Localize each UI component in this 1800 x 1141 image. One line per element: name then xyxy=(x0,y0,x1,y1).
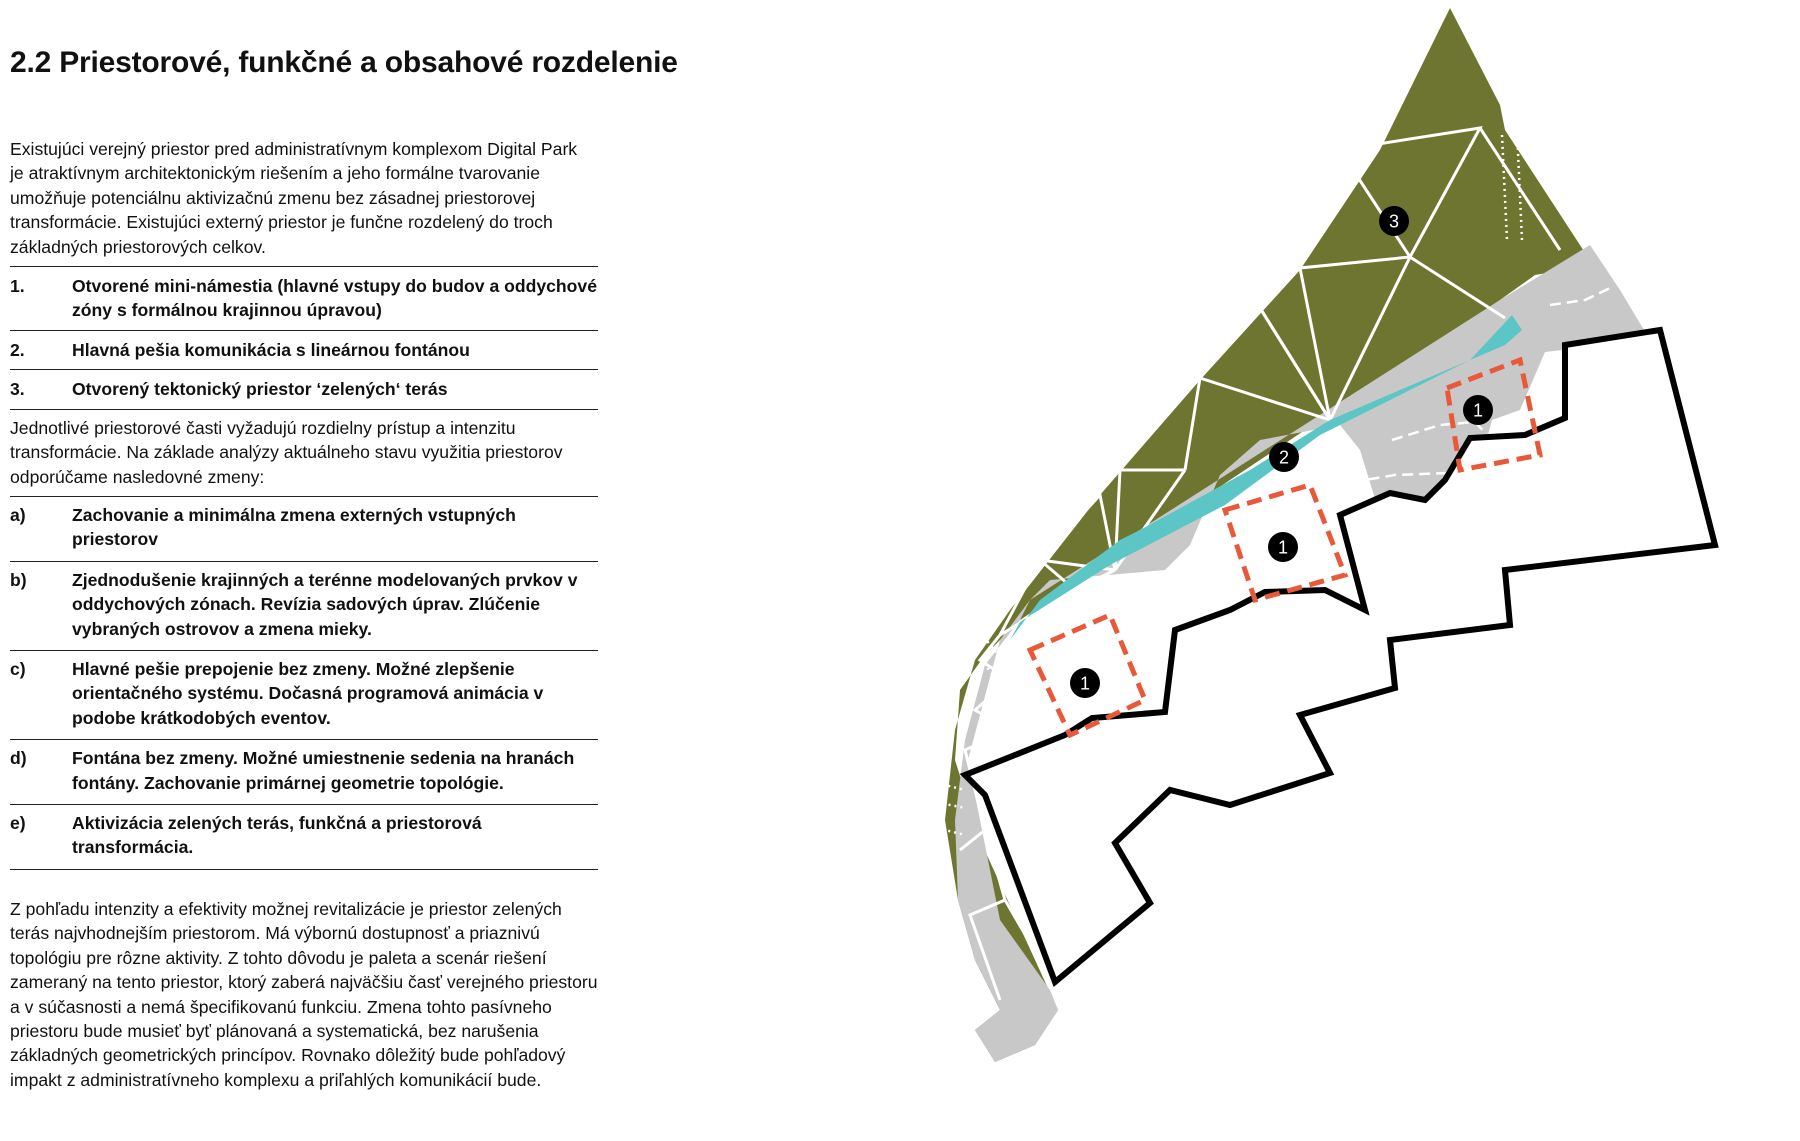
marker-2 xyxy=(1269,442,1299,472)
item-marker: e) xyxy=(10,813,26,834)
item-text: Fontána bez zmeny. Možné umiestnenie sedenia na hranách fontány. Zachovanie primárnej geometrie topológie. xyxy=(72,748,575,793)
marker-1-a xyxy=(1463,395,1493,425)
svg-text:1: 1 xyxy=(1472,400,1484,421)
item-marker: 3. xyxy=(10,379,25,400)
item-text: Zachovanie a minimálna zmena externých vstupných priestorov xyxy=(72,505,516,550)
marker-3 xyxy=(1379,206,1409,236)
item-marker: 1. xyxy=(10,276,25,296)
item-marker: 2. xyxy=(10,339,25,360)
item-text: Otvorený tektonický priestor ‘zelených‘ terás xyxy=(72,379,448,400)
svg-text:3: 3 xyxy=(1388,211,1400,232)
item-text: Hlavné pešie prepojenie bez zmeny. Možné zlepšenie orientačného systému. Dočasná programová animácia v podobe krátkodobých eventov. xyxy=(72,659,544,728)
middle-paragraph: Jednotlivé priestorové časti vyžadujú rozdielny prístup a intenzitu transformácie. Na základe analýzy aktuálneho stavu využitia priestorov odporúčame nasledovné zmeny: xyxy=(10,418,563,487)
office-building xyxy=(965,330,1715,982)
item-marker: d) xyxy=(10,748,27,769)
item-text: Hlavná pešia komunikácia s lineárnou fontánou xyxy=(72,339,470,360)
marker-1-c xyxy=(1070,668,1100,698)
svg-text:1: 1 xyxy=(1277,537,1289,558)
intro-paragraph: Existujúci verejný priestor pred administratívnym komplexom Digital Park je atraktívnym architektonickým riešením a jeho formálne tvarovanie umožňuje potenciálnu aktivizačnú zmenu bez zásadnej priestorovej transformácie. Existujúci externý priestor je funčne rozdelený do troch základných priestorových celkov. xyxy=(10,139,578,257)
marker-1-b xyxy=(1268,532,1298,562)
item-text: Aktivizácia zelených terás, funkčná a priestorová transformácia. xyxy=(72,813,482,858)
closing-paragraph: Z pohľadu intenzity a efektivity možnej revitalizácie je priestor zelených terás najvhodnejším priestorom. Má výbornú dostupnosť a priaznivú topológiu pre rôzne aktivity. Z tohto dôvodu je paleta a scenár riešení zameraný na tento priestor, ktorý zaberá najväčšiu časť verejného priestoru a v súčasnosti a nemá špecifikovanú funkciu. Zmena tohto pasívneho priestoru bude musieť byť plánovaná a systematická, bez narušenia základných geometrických princípov. Rovnako dôležitý bude pohľadový impakt z administratívneho komplexu a priľahlých komunikácií bude. xyxy=(10,899,598,1090)
item-marker: a) xyxy=(10,505,26,525)
svg-text:1: 1 xyxy=(1079,673,1091,694)
item-text: Zjednodušenie krajinných a terénne modelovaných prvkov v oddychových zónach. Revízia sadových úprav. Zlúčenie vybraných ostrovov a zmena mieky. xyxy=(72,569,578,639)
item-text: Otvorené mini-námestia (hlavné vstupy do budov a oddychové zóny s formálnou krajinnou úpravou) xyxy=(72,276,597,321)
item-marker: b) xyxy=(10,569,27,590)
page-title: 2.2 Priestorové, funkčné a obsahové rozdelenie xyxy=(10,46,678,79)
svg-text:2: 2 xyxy=(1278,447,1290,468)
item-marker: c) xyxy=(10,659,26,680)
